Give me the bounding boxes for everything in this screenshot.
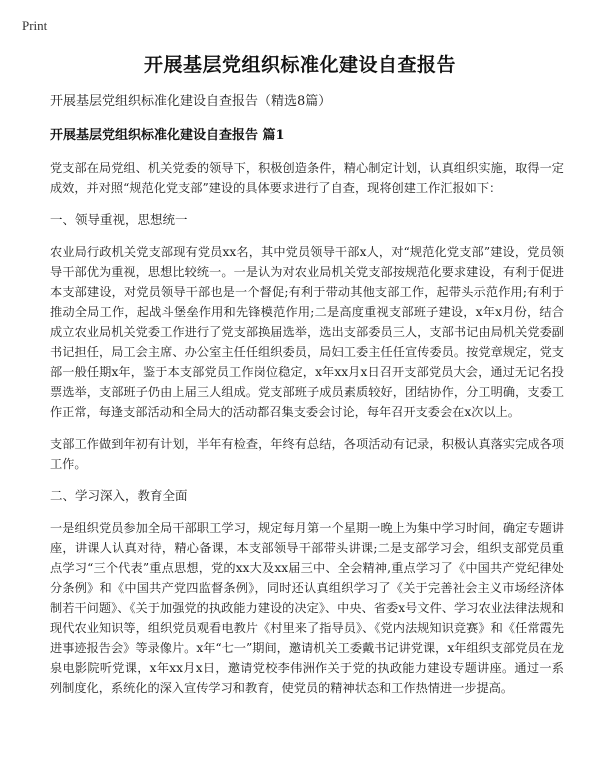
section1-paragraph-2: 支部工作做到年初有计划，半年有检查，年终有总结，各项活动有记录，积极认真落实完成各项工作。 bbox=[50, 437, 564, 471]
document-subtitle: 开展基层党组织标准化建设自查报告（精选8篇） bbox=[50, 94, 332, 109]
article-title: 开展基层党组织标准化建设自查报告 篇1 bbox=[50, 128, 285, 143]
section1-paragraph-1: 农业局行政机关党支部现有党员xx名，其中党员领导干部x人，对“规范化党支部”建设，党员领导干部优为重视，思想比较统一。一是认为对农业局机关党支部按规范化要求建设，有利于促进本支部建设，对党员领导干部也是一个督促;有利于带动其他支部工作，起带头示范作用;有利于推动全局工作，起战斗堡垒作用和先锋模范作用;二是高度重视支部班子建设，x年x月份，结合成立农业局机关党委工作进行了党支部换届选举，选出支部委员三人，支部书记由局机关党委副书记担任，局工会主席、办公室主任任组织委员，局妇工委主任任宣传委员。按党章规定，党支部一般任期x年，鉴于本支部党员工作岗位稳定，x年xx月x日召开支部党员大会，通过无记名投票选举，支部班子仍由上届三人组成。党支部班子成员素质较好，团结协作，分工明确，支委工作正常，每逢支部活动和全局大的活动都召集支委会讨论，每年召开支委会在x次以上。 bbox=[50, 245, 564, 419]
page-title: 开展基层党组织标准化建设自查报告 bbox=[143, 54, 456, 76]
section2-paragraph-1: 一是组织党员参加全局干部职工学习，规定每月第一个星期一晚上为集中学习时间，确定专题讲座，讲课人认真对待，精心备课，本支部领导干部带头讲课;二是支部学习会，组织支部党员重点学习“三个代表”重点思想，党的xx大及xx届三中、全会精神,重点学习了《中国共产党纪律处分条例》和《中国共产党四监督条例》，同时还认真组织学习了《关于完善社会主义市场经济体制若干问题》、《关于加强党的执政能力建设的决定》、中央、省委x号文件、学习农业法律法规和现代农业知识等，组织党员观看电教片《村里来了指导员》、《党内法规知识竞赛》和《任常霞先进事迹报告会》等录像片。x年“七一”期间，邀请机关工委戴书记讲党课，x年组织支部党员在龙泉电影院听党课，x年xx月x日，邀请党校李伟洲作关于党的执政能力建设专题讲座。通过一系列制度化，系统化的深入宣传学习和教育，使党员的精神状态和工作热情进一步提高。 bbox=[50, 521, 564, 695]
section-heading-1: 一、领导重视，思想统一 bbox=[50, 212, 188, 227]
document-body bbox=[50, 92, 564, 710]
print-button[interactable]: Print bbox=[22, 18, 48, 33]
section-heading-2: 二、学习深入，教育全面 bbox=[50, 488, 188, 503]
intro-paragraph: 党支部在局党组、机关党委的领导下，积极创造条件，精心制定计划，认真组织实施，取得一定成效，并对照“规范化党支部”建设的具体要求进行了自查，现将创建工作汇报如下： bbox=[50, 161, 564, 195]
